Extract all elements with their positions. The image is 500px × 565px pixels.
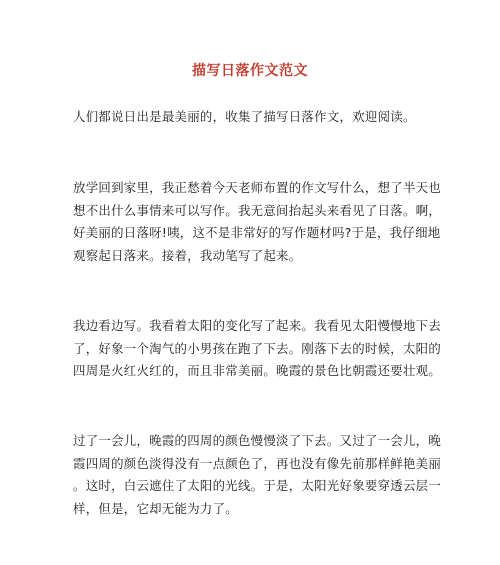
paragraph-1 <box>73 177 442 267</box>
paragraph-line: 好美丽的日落呀!咦，这不是非常好的写作题材吗?于是，我仔细地 <box>73 225 441 240</box>
paragraph-line: 我边看边写。我看着太阳的变化写了起来。我看见太阳慢慢地下去 <box>73 318 442 333</box>
paragraph-intro <box>73 106 428 129</box>
paragraph-line: 样，但是，它却无能为力了。 <box>73 500 238 516</box>
paragraph-line: 四周是火红火红的，而且非常美丽。晚霞的景色比朝霞还要壮观。 <box>73 363 442 378</box>
paragraph-line: 人们都说日出是最美丽的，收集了描写日落作文，欢迎阅读。 <box>73 109 416 124</box>
paragraph-line: 观察起日落来。接着，我动笔写了起来。 <box>73 247 302 263</box>
paragraph-line: 过了一会儿，晚霞的四周的颜色慢慢淡了下去。又过了一会儿，晚 <box>73 433 442 448</box>
document-title: 描写日落作文范文 <box>192 63 308 79</box>
paragraph-line: 放学回到家里，我正愁着今天老师布置的作文写什么，想了半天也 <box>73 180 442 195</box>
paragraph-line: 了，好象一个淘气的小男孩在跑了下去。刚落下去的时候，太阳的 <box>73 340 442 356</box>
paragraph-line: 。这时，白云遮住了太阳的光线。于是，太阳光好象要穿透云层一 <box>73 478 442 493</box>
paragraph-line: 霞四周的颜色淡得没有一点颜色了，再也没有像先前那样鲜艳美丽 <box>73 455 442 471</box>
paragraph-line: 想不出什么事情来可以写作。我无意间抬起头来看见了日落。啊， <box>73 202 442 218</box>
paragraph-2 <box>73 315 442 383</box>
paragraph-3 <box>73 430 442 520</box>
